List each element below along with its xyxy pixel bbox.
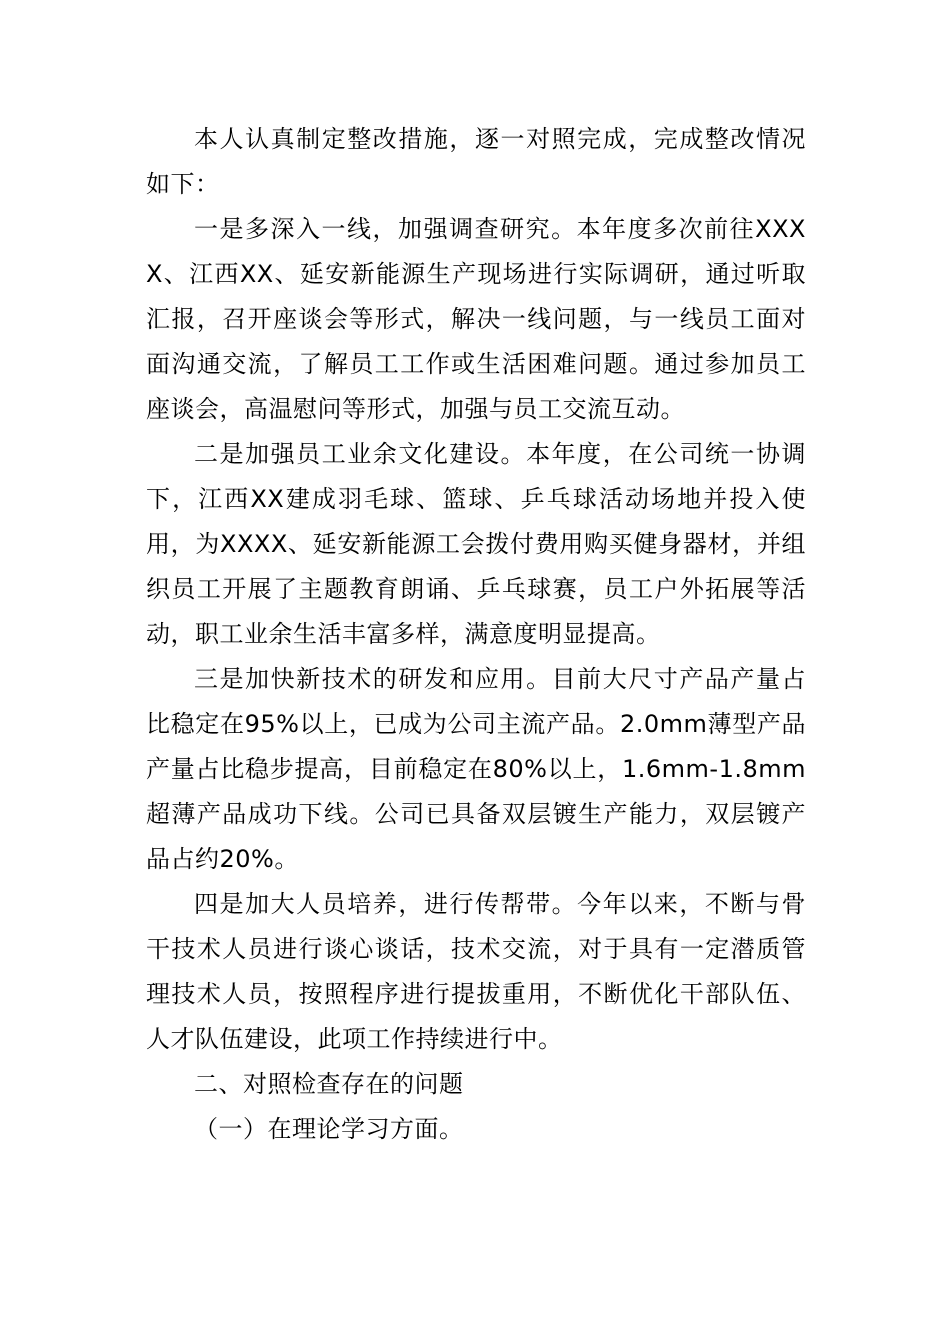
paragraph-item-1: 一是多深入一线，加强调查研究。本年度多次前往XXXX、江西XX、延安新能源生产现场进行实际调研，通过听取汇报，召开座谈会等形式，解决一线问题，与一线员工面对面沟通交流，了解员工工作或生活困难问题。通过参加员工座谈会，高温慰问等形式，加强与员工交流互动。 [146,215,806,423]
paragraph-item-2: 二是加强员工业余文化建设。本年度，在公司统一协调下，江西XX建成羽毛球、篮球、乒乓球活动场地并投入使用，为XXXX、延安新能源工会拨付费用购买健身器材，并组织员工开展了主题教育朗诵、乒乓球赛，员工户外拓展等活动，职工业余生活丰富多样，满意度明显提高。 [146,440,806,648]
paragraph-intro: 本人认真制定整改措施，逐一对照完成，完成整改情况如下： [146,125,806,198]
paragraph-item-4: 四是加大人员培养，进行传帮带。今年以来，不断与骨干技术人员进行谈心谈话，技术交流，对于具有一定潜质管理技术人员，按照程序进行提拔重用，不断优化干部队伍、人才队伍建设，此项工作持续进行中。 [146,890,806,1053]
subsection-heading: （一）在理论学习方面。 [194,1115,464,1143]
section-heading: 二、对照检查存在的问题 [194,1070,464,1098]
paragraph-item-3: 三是加快新技术的研发和应用。目前大尺寸产品产量占比稳定在95%以上，已成为公司主流产品。2.0mm薄型产品产量占比稳步提高，目前稳定在80%以上，1.6mm-1.8mm超薄产品成功下线。公司已具备双层镀生产能力，双层镀产品占约20%。 [146,665,806,873]
document-page [146,117,806,1152]
